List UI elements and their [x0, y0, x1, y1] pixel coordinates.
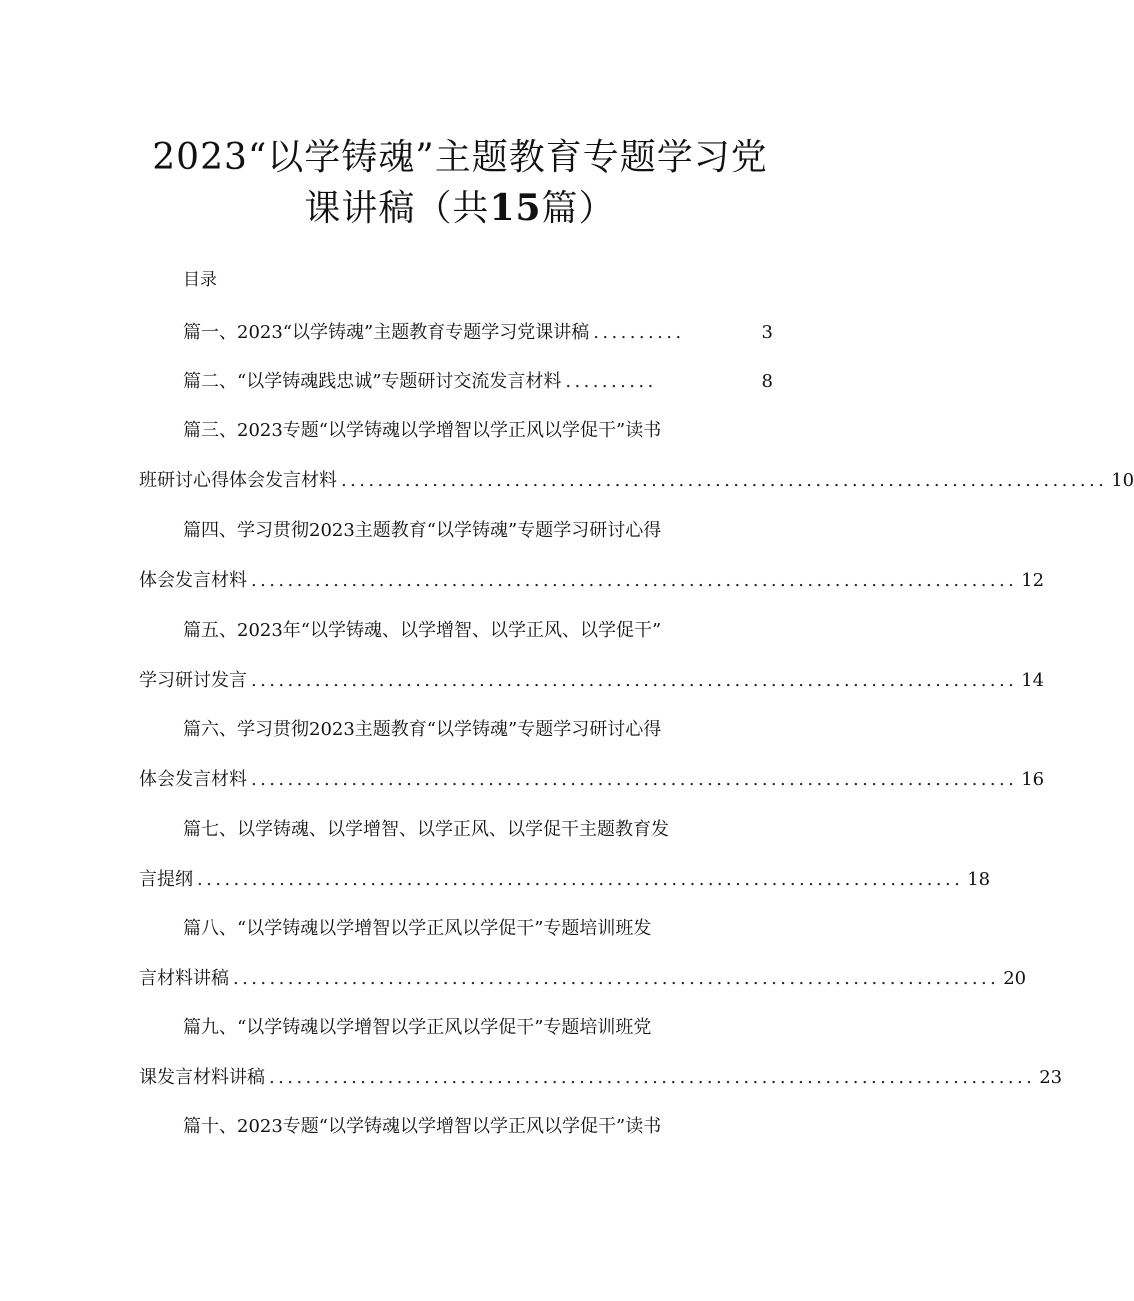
- toc-entry-5-line2: [139, 670, 1045, 691]
- dot-leader: ....................................................................................: [251, 769, 1018, 790]
- toc-entry-6-line1: 篇六、学习贯彻2023主题教育“以学铸魂”专题学习研讨心得: [183, 719, 662, 740]
- toc-entry-7-line2: [139, 869, 991, 890]
- toc-entry-6-line2: [139, 769, 1045, 790]
- toc-entry-8-line2: [139, 968, 1027, 989]
- toc-entry-5-line1: 篇五、2023年“以学铸魂、以学增智、以学正风、以学促干”: [183, 620, 662, 641]
- toc-entry-4-line2: [139, 570, 1045, 591]
- dot-leader: ....................................................................................: [233, 968, 1000, 989]
- toc-entry-title: 篇一、2023“以学铸魂”主题教育专题学习党课讲稿: [183, 322, 590, 343]
- dot-leader: ....................................................................................: [251, 570, 1018, 591]
- toc-entry-title: 言提纲: [139, 869, 193, 890]
- document-title-line2: [140, 187, 780, 229]
- dot-leader: ..........: [565, 371, 657, 392]
- toc-entry-9-line2: [139, 1067, 1063, 1088]
- toc-entry-title: 课发言材料讲稿: [139, 1067, 265, 1088]
- toc-entry-page: 23: [1039, 1067, 1063, 1088]
- toc-entry-3-line1: 篇三、2023专题“以学铸魂以学增智以学正风以学促干”读书: [183, 420, 662, 441]
- toc-entry-8-line1: 篇八、“以学铸魂以学增智以学正风以学促干”专题培训班发: [183, 918, 652, 939]
- toc-entry-7-line1: 篇七、以学铸魂、以学增智、以学正风、以学促干主题教育发: [183, 819, 669, 840]
- toc-entry-page: 18: [967, 869, 991, 890]
- toc-entry-1: [183, 324, 773, 342]
- toc-entry-10-line1: 篇十、2023专题“以学铸魂以学增智以学正风以学促干”读书: [183, 1116, 662, 1137]
- toc-entry-title: 言材料讲稿: [139, 968, 229, 989]
- toc-heading: 目录: [183, 270, 217, 290]
- toc-entry-title: 体会发言材料: [139, 570, 247, 591]
- dot-leader: ....................................................................................: [341, 470, 1108, 491]
- dot-leader: ....................................................................................: [269, 1067, 1036, 1088]
- toc-entry-page: 3: [761, 322, 773, 343]
- toc-entry-page: 12: [1021, 570, 1045, 591]
- document-title-line1: 2023“以学铸魂”主题教育专题学习党: [152, 137, 768, 178]
- toc-entry-title: 篇二、“以学铸魂践忠诚”专题研讨交流发言材料: [183, 371, 562, 392]
- title-line2-suffix: 篇）: [541, 188, 616, 229]
- dot-leader: ....................................................................................: [251, 670, 1018, 691]
- title-line2-prefix: 课讲稿（共: [304, 188, 490, 229]
- toc-entry-4-line1: 篇四、学习贯彻2023主题教育“以学铸魂”专题学习研讨心得: [183, 520, 662, 541]
- toc-entry-title: 班研讨心得体会发言材料: [139, 470, 337, 491]
- toc-entry-9-line1: 篇九、“以学铸魂以学增智以学正风以学促干”专题培训班党: [183, 1017, 652, 1038]
- toc-entry-3-line2: [139, 470, 1134, 491]
- dot-leader: ....................................................................................: [197, 869, 964, 890]
- toc-entry-page: 16: [1021, 769, 1045, 790]
- toc-entry-page: 20: [1003, 968, 1027, 989]
- dot-leader: ..........: [593, 322, 685, 343]
- toc-entry-page: 14: [1021, 670, 1045, 691]
- toc-entry-page: 8: [761, 371, 773, 392]
- toc-entry-page: 10: [1111, 470, 1134, 491]
- toc-entry-2: [183, 373, 773, 391]
- toc-entry-title: 学习研讨发言: [139, 670, 247, 691]
- toc-entry-title: 体会发言材料: [139, 769, 247, 790]
- title-article-count: 15: [489, 187, 542, 229]
